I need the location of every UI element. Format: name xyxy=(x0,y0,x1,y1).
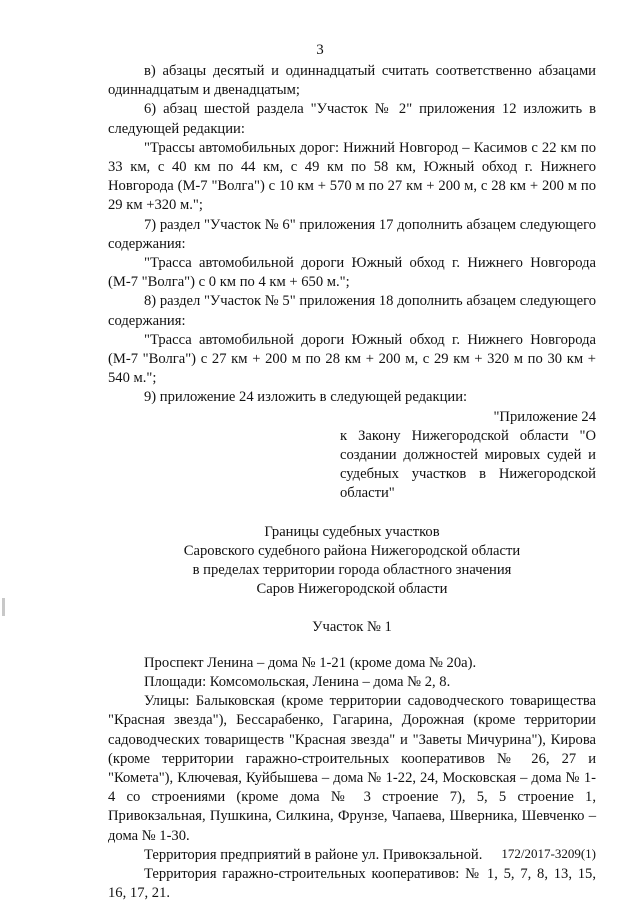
appendix-title: "Приложение 24 xyxy=(493,408,596,425)
heading-line-3: в пределах территории города областного значения xyxy=(192,562,512,579)
paragraph-9: 9) приложение 24 изложить в следующей редакции: xyxy=(144,389,468,406)
paragraph-6: 6) абзац шестой раздела "Участок № 2" приложения 12 изложить в следующей редакции: xyxy=(108,101,596,137)
paragraph-7-quote: "Трасса автомобильной дороги Южный обход г. Нижнего Новгорода (М-7 "Волга") с 0 км по 4 км + 650 м."; xyxy=(108,255,596,291)
paragraph-8-quote: "Трасса автомобильной дороги Южный обход г. Нижнего Новгорода (М-7 "Волга") с 27 км + 200 м по 28 км + 200 м, с 29 км + 320 м по 30 км + 540 м."; xyxy=(108,331,596,387)
paragraph-8: 8) раздел "Участок № 5" приложения 18 дополнить абзацем следующего содержания: xyxy=(108,293,596,329)
section-title: Участок № 1 xyxy=(312,619,392,636)
scan-edge-mark xyxy=(2,598,5,616)
section-paragraph: Площади: Комсомольская, Ленина – дома № 2, 8. xyxy=(144,673,451,690)
section-paragraph: Территория предприятий в районе ул. Привокзальной. xyxy=(144,846,483,863)
heading-line-1: Границы судебных участков xyxy=(264,523,440,540)
page-number: 3 xyxy=(316,42,324,58)
heading-line-2: Саровского судебного района Нижегородской области xyxy=(183,542,521,559)
section-paragraph: Улицы: Балыковская (кроме территории садоводческого товарищества "Красная звезда"), Бессарабенко, Гагарина, Дорожная (кроме территории садоводческих товариществ "Красная звезда" и "Заветы Мичурина"), Кирова (кроме территории гаражно-строительных кооперативов № 26, 27 и "Комета"), Ключевая, Куйбышева – дома № 1-22, 24, Московская – дома № 1-4 со строениями (кроме дома № 3 строение 7), 5, 5 строение 1, Привокзальная, Пушкина, Силкина, Фрунзе, Чапаева, Шверника, Шевченко – дома № 1-30. xyxy=(108,693,596,844)
paragraph-6-quote: "Трассы автомобильных дорог: Нижний Новгород – Касимов с 22 км по 33 км, с 40 км по 44 км, с 49 км по 58 км, Южный обход г. Нижнего Новгорода (М-7 "Волга") с 10 км + 570 м по 27 км + 200 м, с 28 км + 200 м по 29 км +320 м."; xyxy=(108,139,596,214)
document-number: 172/2017-3209(1) xyxy=(501,846,596,861)
heading-line-4: Саров Нижегородской области xyxy=(256,581,448,598)
section-paragraph: Территория гаражно-строительных кооперативов: № 1, 5, 7, 8, 13, 15, 16, 17, 21. xyxy=(108,865,596,902)
paragraph-7: 7) раздел "Участок № 6" приложения 17 дополнить абзацем следующего содержания: xyxy=(108,216,596,252)
document-body xyxy=(108,62,596,903)
section-paragraph: Проспект Ленина – дома № 1-21 (кроме дома № 20а). xyxy=(144,654,477,671)
paragraph-v: в) абзацы десятый и одиннадцатый считать соответственно абзацами одиннадцатым и двенадцатым; xyxy=(108,63,596,99)
appendix-reference: к Закону Нижегородской области "О создании должностей мировых судей и судебных участков в Нижегородской области" xyxy=(340,427,596,502)
